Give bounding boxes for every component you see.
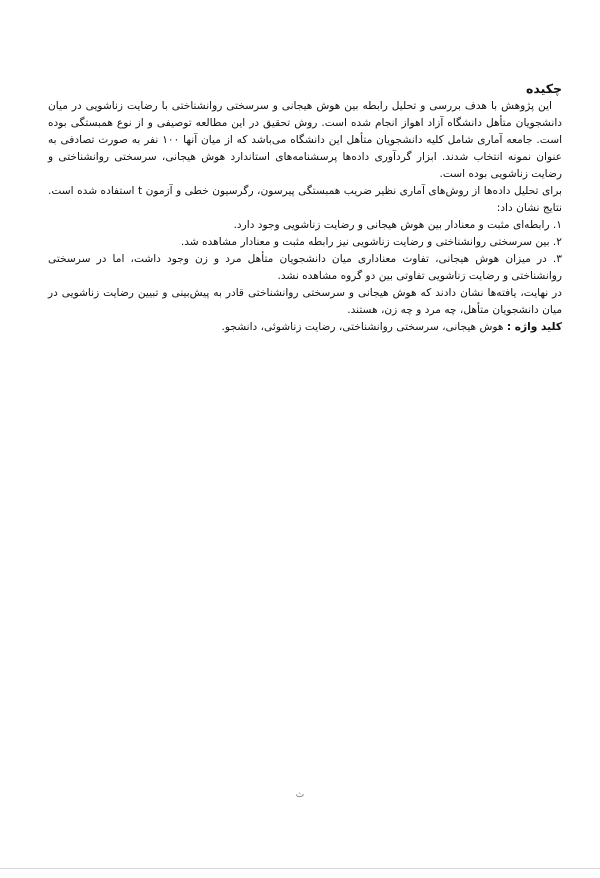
finding-item-3: ۳. در میزان هوش هیجانی، تفاوت معناداری میان دانشجویان متأهل مرد و زن وجود داشت، اما در سرسختی روانشناختی و رضایت زناشویی تفاوتی بین دو گروه مشاهده نشد. xyxy=(48,253,562,282)
abstract-conclusion-paragraph: در نهایت، یافته‌ها نشان دادند که هوش هیجانی و سرسختی روانشناختی قادر به پیش‌بینی و تبیین رضایت زناشویی در میان دانشجویان متأهل، چه مرد و چه زن، هستند. xyxy=(48,287,562,316)
page-number: ث xyxy=(295,790,305,800)
abstract-section xyxy=(48,80,562,336)
keywords-line xyxy=(48,319,562,336)
abstract-methods-paragraph: برای تحلیل داده‌ها از روش‌های آماری نظیر ضریب همبستگی پیرسون، رگرسیون خطی و آزمون t استفاده شده است. نتایج نشان داد: xyxy=(48,185,562,214)
finding-item-1: ۱. رابطه‌ای مثبت و معنادار بین هوش هیجانی و رضایت زناشویی وجود دارد. xyxy=(233,219,562,231)
abstract-intro-paragraph: این پژوهش با هدف بررسی و تحلیل رابطه بین هوش هیجانی و سرسختی روانشناختی با رضایت زناشویی در میان دانشجویان متأهل دانشگاه آزاد اهواز انجام شده است. روش تحقیق در این مطالعه توصیفی و از نوع همبستگی بوده است. جامعه آماری شامل کلیه دانشجویان متأهل این دانشگاه می‌باشد که از میان آنها ۱۰۰ نفر به صورت تصادفی به عنوان نمونه انتخاب شدند. ابزار گردآوری داده‌ها پرسشنامه‌های استاندارد هوش هیجانی، سرسختی روانشناختی و رضایت زناشویی بوده است. xyxy=(48,100,563,180)
keywords-label: کلید واژه : xyxy=(506,321,562,333)
page-bottom-divider xyxy=(0,868,600,869)
keywords-text: هوش هیجانی، سرسختی روانشناختی، رضایت زناشوئی، دانشجو. xyxy=(221,321,504,333)
finding-item-2: ۲. بین سرسختی روانشناختی و رضایت زناشویی نیز رابطه مثبت و معنادار مشاهده شد. xyxy=(180,236,562,248)
abstract-heading: چکیده xyxy=(526,81,562,96)
